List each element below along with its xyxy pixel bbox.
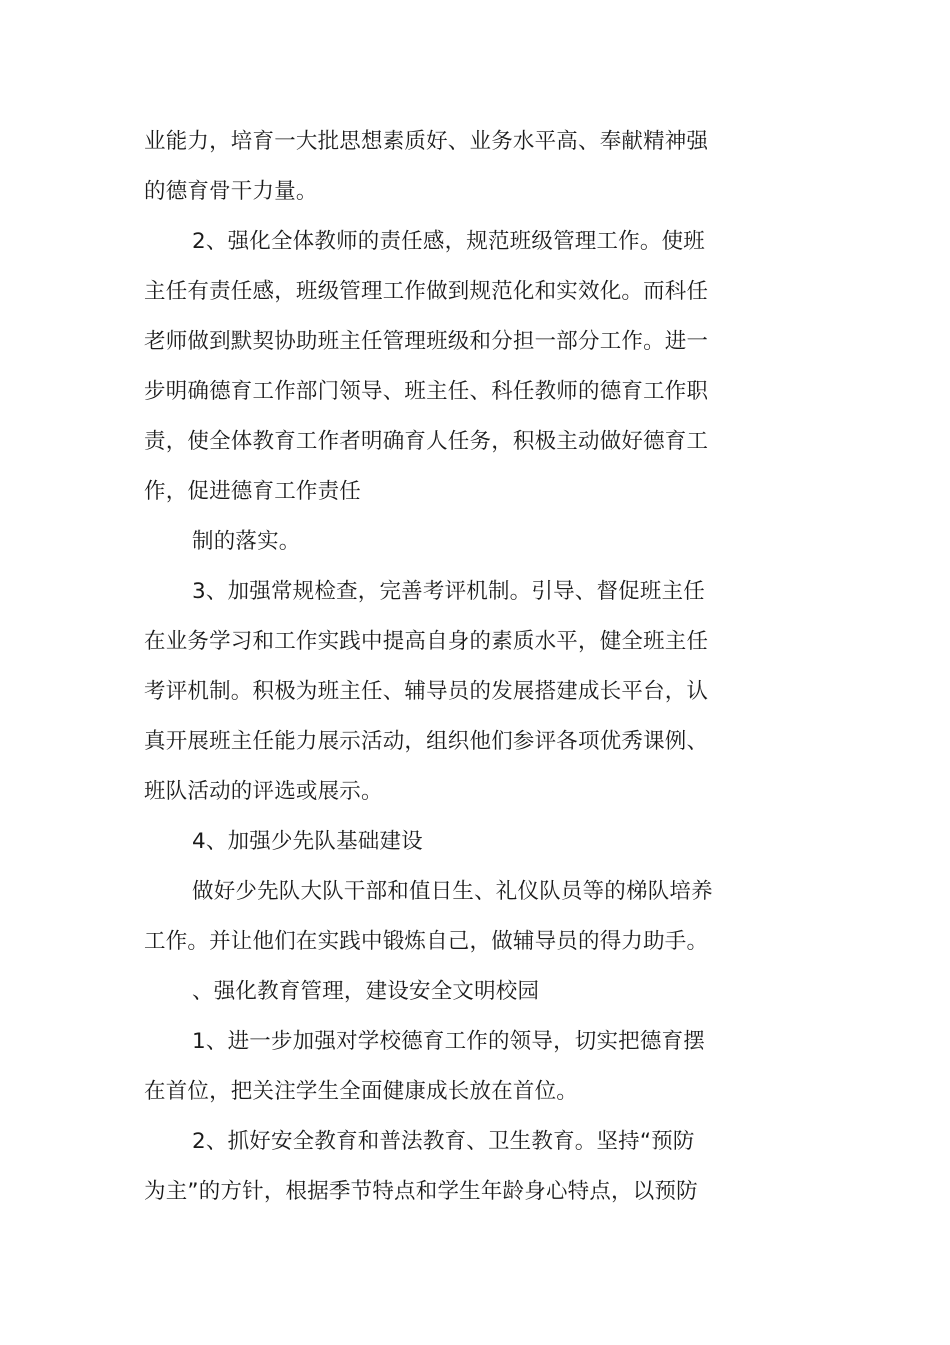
- text-line: 真开展班主任能力展示活动，组织他们参评各项优秀课例、: [144, 729, 709, 754]
- text-line: 4、加强少先队基础建设: [192, 829, 423, 854]
- text-line: 、强化教育管理，建设安全文明校园: [192, 979, 540, 1004]
- text-line: 工作。并让他们在实践中锻炼自己，做辅导员的得力助手。: [144, 929, 709, 954]
- text-line: 业能力，培育一大批思想素质好、业务水平高、奉献精神强: [144, 129, 709, 154]
- text-line: 为主”的方针，根据季节特点和学生年龄身心特点，以预防: [144, 1179, 698, 1204]
- text-line: 1、进一步加强对学校德育工作的领导，切实把德育摆: [192, 1029, 705, 1054]
- text-line: 在业务学习和工作实践中提高自身的素质水平，健全班主任: [144, 629, 709, 654]
- text-line: 在首位，把关注学生全面健康成长放在首位。: [144, 1079, 579, 1104]
- text-line: 的德育骨干力量。: [144, 179, 318, 204]
- text-line: 责，使全体教育工作者明确育人任务，积极主动做好德育工: [144, 429, 709, 454]
- text-line: 主任有责任感，班级管理工作做到规范化和实效化。而科任: [144, 279, 709, 304]
- text-line: 老师做到默契协助班主任管理班级和分担一部分工作。进一: [144, 329, 709, 354]
- text-line: 制的落实。: [192, 529, 301, 554]
- text-line: 步明确德育工作部门领导、班主任、科任教师的德育工作职: [144, 379, 709, 404]
- text-line: 做好少先队大队干部和值日生、礼仪队员等的梯队培养: [192, 879, 713, 904]
- text-line: 3、加强常规检查，完善考评机制。引导、督促班主任: [192, 579, 705, 604]
- text-line: 2、强化全体教师的责任感，规范班级管理工作。使班: [192, 229, 705, 254]
- text-line: 考评机制。积极为班主任、辅导员的发展搭建成长平台，认: [144, 679, 709, 704]
- text-line: 班队活动的评选或展示。: [144, 779, 383, 804]
- text-line: 2、抓好安全教育和普法教育、卫生教育。坚持“预防: [192, 1129, 695, 1154]
- text-line: 作，促进德育工作责任: [144, 479, 362, 504]
